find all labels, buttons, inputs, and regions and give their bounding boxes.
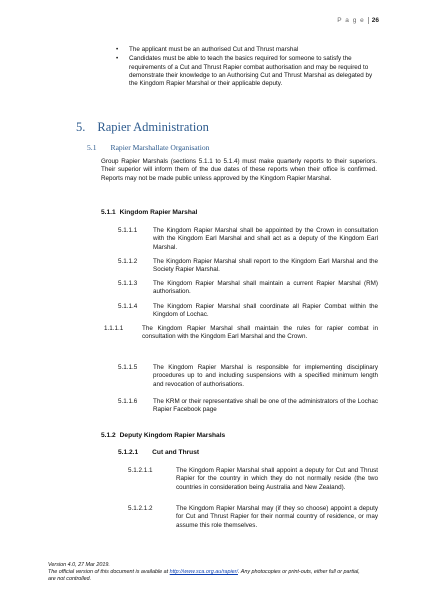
subsection-title: Rapier Marshallate Organisation xyxy=(110,143,210,152)
document-footer xyxy=(48,562,368,582)
page-header xyxy=(337,17,379,26)
clause-text: The Kingdom Rapier Marshal shall maintain a current Rapier Marshal (RM) authorisation. xyxy=(153,280,378,296)
clause-number: 5.1.2.1.1 xyxy=(128,467,153,474)
clause-number: 1.1.1.1 xyxy=(104,325,124,332)
clause-text: The Kingdom Rapier Marshal is responsible for implementing disciplinary procedures up to and including suspensions with a specified minimum length and revocation of authorisations. xyxy=(153,364,378,388)
clause-text: The Kingdom Rapier Marshal shall appoint a deputy for Cut and Thrust Rapier for the country in which they do not normally reside (the two countries in consideration being Australia and New Zealand). xyxy=(176,467,378,491)
intro-paragraph: Group Rapier Marshals (sections 5.1.1 to 5.1.4) must make quarterly reports to their superiors. Their superior will inform them of the due dates of these reports when their office is confirmed. Reports may not be made public unless approved by the Kingdom Rapier Marshal. xyxy=(101,158,377,182)
subsection-heading xyxy=(87,143,209,152)
footer-notice xyxy=(48,569,368,583)
page-label: P a g e xyxy=(337,17,365,24)
clause-number: 5.1.1.1 xyxy=(118,227,138,234)
list-item: • The applicant must be an authorised Cut and Thrust marshal xyxy=(112,46,382,54)
heading-number: 5.1.1 xyxy=(101,209,116,216)
dkrm-heading xyxy=(101,432,225,439)
section-title: Rapier Administration xyxy=(97,120,209,134)
section-number: 5. xyxy=(76,120,86,134)
heading-title: Cut and Thrust xyxy=(152,449,200,456)
subsection-number: 5.1 xyxy=(87,143,97,152)
page-number: 26 xyxy=(371,17,379,24)
list-item: • Candidates must be able to teach the basics required for someone to satisfy the requirements of a Cut and Thrust Rapier combat authorisation and may be required to demonstrate their knowledge to an Authorising Cut and Thrust Marshal as delegated by the Kingdom Rapier Marshal or their applicable deputy. xyxy=(112,55,382,88)
clause-text: The KRM or their representative shall be one of the administrators of the Lochac Rapier Facebook page xyxy=(153,398,378,414)
official-site-link[interactable]: http://www.sca.org.au/rapier/ xyxy=(169,568,238,575)
clause-number: 5.1.1.6 xyxy=(118,398,138,405)
footer-notice-suffix: . Any photocopies or print-outs, either full or partial, are not controlled. xyxy=(48,568,360,582)
clause-text: The Kingdom Rapier Marshal shall maintain the rules for rapier combat in consultation with the Kingdom Earl Marshal and the Crown. xyxy=(142,325,378,341)
clause-text: The Kingdom Rapier Marshal shall report to the Kingdom Earl Marshal and the Society Rapier Marshal. xyxy=(153,258,378,274)
heading-title: Deputy Kingdom Rapier Marshals xyxy=(119,432,226,439)
section-heading xyxy=(76,120,209,135)
krm-heading xyxy=(101,209,197,216)
header-divider xyxy=(368,17,369,24)
heading-number: 5.1.2 xyxy=(101,432,116,439)
clause-number: 5.1.1.4 xyxy=(118,303,138,310)
heading-number: 5.1.2.1 xyxy=(118,449,139,456)
clause-text: The Kingdom Rapier Marshal shall coordinate all Rapier Combat within the Kingdom of Lochac. xyxy=(153,303,378,319)
clause-text: The Kingdom Rapier Marshal shall be appointed by the Crown in consultation with the Kingdom Earl Marshal and shall act as a deputy of the Kingdom Earl Marshal. xyxy=(153,227,378,251)
clause-text: The Kingdom Rapier Marshal may (if they so choose) appoint a deputy for Cut and Thrust Rapier for their normal country of residence, or may assume this role themselves. xyxy=(176,505,378,529)
heading-title: Kingdom Rapier Marshal xyxy=(119,209,198,216)
cut-and-thrust-heading xyxy=(118,449,199,456)
clause-number: 5.1.1.2 xyxy=(118,258,138,265)
clause-number: 5.1.2.1.2 xyxy=(128,505,153,512)
clause-number: 5.1.1.3 xyxy=(118,280,138,287)
clause-number: 5.1.1.5 xyxy=(118,364,138,371)
footer-notice-prefix: The official version of this document is available at xyxy=(48,568,170,575)
footer-version: Version 4.0, 27 Mar 2019. xyxy=(48,562,110,568)
requirements-list xyxy=(112,46,382,89)
